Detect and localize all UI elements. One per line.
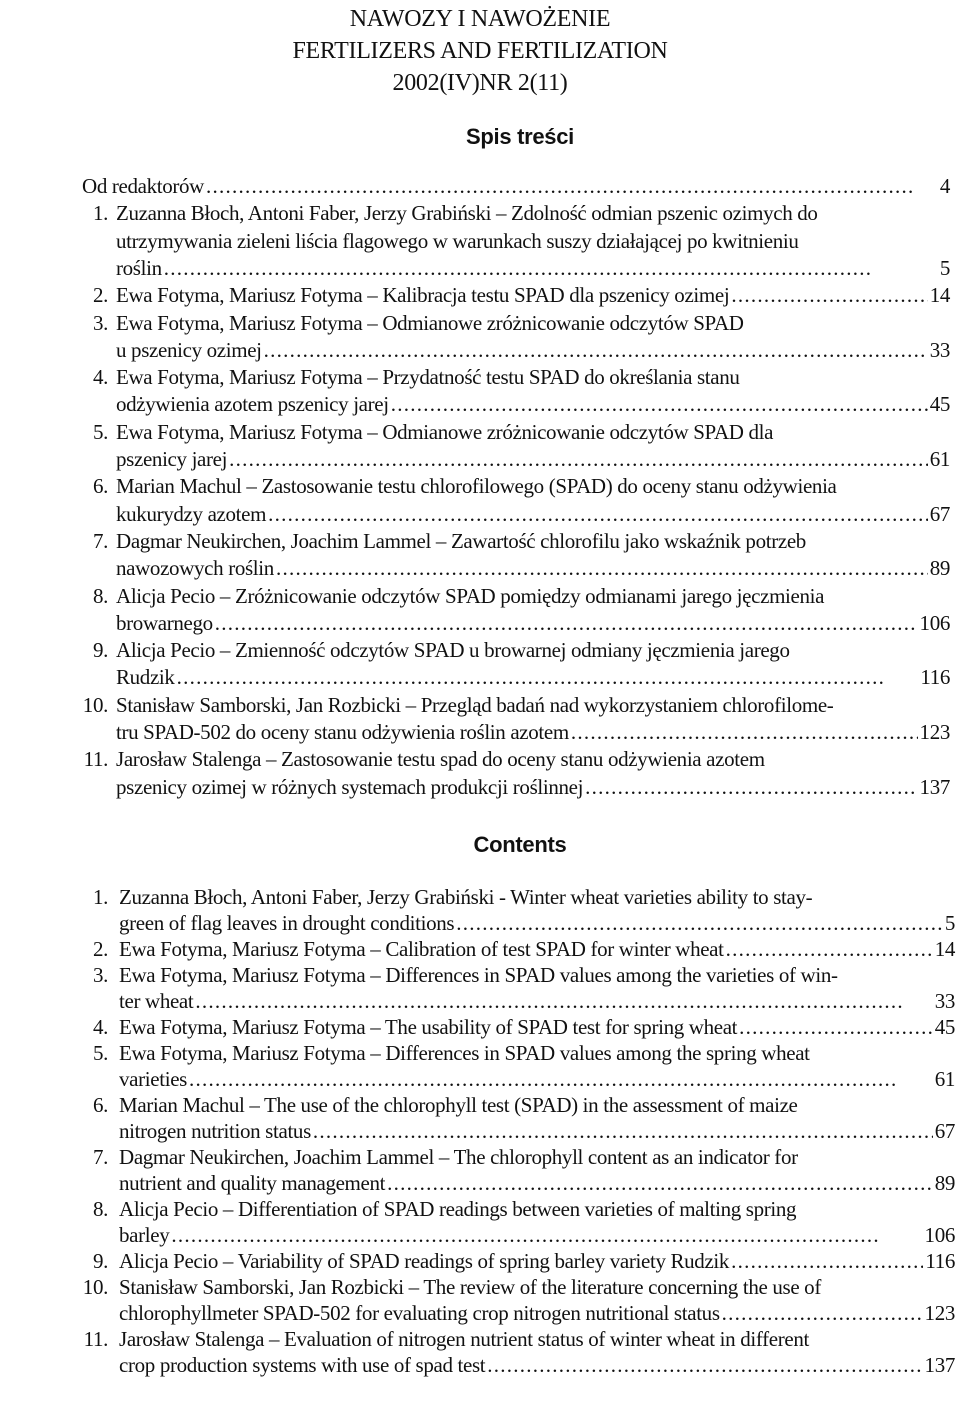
- toc-entry-last-line: [119, 1222, 955, 1248]
- toc-entry-text: Od redaktorów: [82, 174, 204, 198]
- toc-entry-line: [119, 1092, 955, 1118]
- journal-title-pl: NAWOZY I NAWOŻENIE: [349, 6, 611, 32]
- toc-entry-last-line: [119, 910, 955, 936]
- toc-entry-line: [119, 1326, 955, 1352]
- toc-entry-number: 1.: [92, 885, 108, 909]
- toc-entry-text: Dagmar Neukirchen, Joachim Lammel – The chlorophyll content as an indicator for: [119, 1145, 798, 1169]
- leader-dots: [189, 1066, 933, 1092]
- toc-entry-text: Alicja Pecio – Zmienność odczytów SPAD u browarnej odmiany jęczmienia jarego: [116, 638, 790, 663]
- toc-entry-last-line: [116, 446, 950, 472]
- toc-entry-last-line: [119, 1170, 955, 1196]
- toc-entry-line: [119, 962, 955, 988]
- toc-en-title: Contents: [473, 832, 567, 857]
- toc-entry-text: Jarosław Stalenga – Zastosowanie testu spad do oceny stanu odżywienia azotem: [116, 747, 765, 772]
- toc-intro-line: [82, 173, 950, 199]
- toc-page-number: 61: [929, 447, 950, 471]
- toc-entry-line: [116, 528, 950, 554]
- toc-entry-number: 7.: [92, 1145, 108, 1169]
- toc-entry-line: [116, 310, 950, 336]
- leader-dots: [722, 1300, 923, 1326]
- toc-entry-text: Alicja Pecio – Zróżnicowanie odczytów SPAD pomiędzy odmianami jarego jęczmienia: [116, 583, 825, 608]
- toc-entry-number: 2.: [92, 937, 108, 961]
- toc-entry-text: nutrient and quality management: [119, 1171, 386, 1195]
- toc-entry-text: Zuzanna Błoch, Antoni Faber, Jerzy Grabiński - Winter wheat varieties ability to stay-: [119, 885, 813, 909]
- toc-entry-line: [119, 1274, 955, 1300]
- toc-entry-line: [119, 1196, 955, 1222]
- leader-dots: [171, 1222, 922, 1248]
- toc-entry-number: 5.: [92, 419, 108, 444]
- toc-entry-text: nitrogen nutrition status: [119, 1119, 311, 1143]
- leader-dots: [731, 282, 927, 308]
- toc-entry-text: Marian Machul – Zastosowanie testu chlorofilowego (SPAD) do oceny stanu odżywienia: [116, 474, 837, 499]
- leader-dots: [164, 255, 938, 281]
- leader-dots: [571, 719, 918, 745]
- toc-entry-text: Ewa Fotyma, Mariusz Fotyma – Odmianowe zróżnicowanie odczytów SPAD: [116, 310, 744, 335]
- toc-entry-text: chlorophyllmeter SPAD-502 for evaluating crop nitrogen nutritional status: [119, 1301, 720, 1325]
- leader-dots: [487, 1352, 922, 1378]
- toc-entry-number: 6.: [92, 474, 108, 499]
- toc-entry-text: ter wheat: [119, 989, 194, 1013]
- leader-dots: [195, 988, 932, 1014]
- toc-page-number: 116: [925, 1249, 955, 1273]
- toc-entry-last-line: [119, 936, 955, 962]
- leader-dots: [229, 446, 928, 472]
- toc-pl-title: Spis treści: [466, 124, 574, 149]
- toc-entry-number: 8.: [92, 1197, 108, 1221]
- toc-entry-last-line: [119, 1066, 955, 1092]
- leader-dots: [313, 1118, 933, 1144]
- toc-entry-text: Stanisław Samborski, Jan Rozbicki – The review of the literature concerning the use of: [119, 1275, 821, 1299]
- toc-entry-last-line: [119, 1118, 955, 1144]
- leader-dots: [391, 391, 928, 417]
- toc-entry-last-line: [119, 988, 955, 1014]
- toc-entry-last-line: [116, 555, 950, 581]
- toc-page-number: 67: [934, 1119, 955, 1143]
- leader-dots: [264, 337, 928, 363]
- toc-entry-number: 10.: [82, 692, 108, 717]
- toc-entry-last-line: [116, 664, 950, 690]
- toc-page-number: 123: [919, 720, 950, 744]
- toc-entry-last-line: [116, 719, 950, 745]
- toc-entry-last-line: [116, 610, 950, 636]
- toc-entry-text: pszenicy jarej: [116, 447, 228, 471]
- toc-entry-number: 3.: [92, 310, 108, 335]
- leader-dots: [726, 936, 933, 962]
- toc-page-number: 123: [924, 1301, 955, 1325]
- toc-entry-line: [119, 884, 955, 910]
- toc-entry-text: kukurydzy azotem: [116, 501, 267, 526]
- toc-page-number: 33: [929, 337, 950, 362]
- toc-page-number: 5: [939, 255, 950, 280]
- toc-entry-last-line: [119, 1014, 955, 1040]
- toc-entry-text: Marian Machul – The use of the chlorophyll test (SPAD) in the assessment of maize: [119, 1093, 798, 1117]
- toc-entry-text: Ewa Fotyma, Mariusz Fotyma – Differences in SPAD values among the spring wheat: [119, 1041, 810, 1065]
- toc-page-number: 89: [934, 1171, 955, 1195]
- toc-entry-number: 11.: [83, 1327, 108, 1351]
- leader-dots: [206, 173, 938, 199]
- toc-entry-text: Ewa Fotyma, Mariusz Fotyma – The usability of SPAD test for spring wheat: [119, 1015, 738, 1039]
- toc-entry-text: Stanisław Samborski, Jan Rozbicki – Przegląd badań nad wykorzystaniem chlorofilome-: [116, 692, 834, 717]
- toc-page-number: 137: [919, 774, 950, 799]
- toc-page-number: 45: [929, 392, 950, 417]
- toc-entry-number: 1.: [92, 201, 108, 226]
- toc-entry-number: 9.: [92, 638, 108, 663]
- toc-entry-last-line: [119, 1248, 955, 1274]
- toc-entry-text: utrzymywania zieleni liścia flagowego w warunkach suszy działającej po kwitnieniu: [116, 228, 799, 253]
- toc-entry-text: crop production systems with use of spad test: [119, 1353, 486, 1377]
- toc-entry-number: 3.: [92, 963, 108, 987]
- toc-page-number: 45: [934, 1015, 955, 1039]
- toc-entry-line: [116, 583, 950, 609]
- toc-entry-number: 6.: [92, 1093, 108, 1117]
- toc-entry-text: barley: [119, 1223, 170, 1247]
- issue-number: 2002(IV)NR 2(11): [392, 70, 568, 96]
- toc-page-number: 33: [934, 989, 955, 1013]
- toc-page-number: 61: [934, 1067, 955, 1091]
- toc-page-number: 116: [920, 665, 950, 690]
- toc-entry-line: [116, 200, 950, 226]
- toc-entry-number: 4.: [92, 365, 108, 390]
- toc-entry-line: [116, 473, 950, 499]
- toc-page-number: 137: [924, 1353, 955, 1377]
- toc-entry-text: green of flag leaves in drought conditions: [119, 911, 455, 935]
- toc-entry-line: [116, 419, 950, 445]
- toc-entry-text: Ewa Fotyma, Mariusz Fotyma – Differences in SPAD values among the varieties of win-: [119, 963, 838, 987]
- toc-entry-number: 4.: [92, 1015, 108, 1039]
- toc-entry-number: 8.: [92, 583, 108, 608]
- journal-title-en: FERTILIZERS AND FERTILIZATION: [292, 38, 668, 64]
- toc-entry-number: 9.: [92, 1249, 108, 1273]
- toc-entry-line: [116, 637, 950, 663]
- toc-entry-text: Dagmar Neukirchen, Joachim Lammel – Zawartość chlorofilu jako wskaźnik potrzeb: [116, 528, 806, 553]
- leader-dots: [215, 610, 918, 636]
- toc-entry-last-line: [116, 391, 950, 417]
- toc-entry-number: 7.: [92, 528, 108, 553]
- toc-page-number: 89: [929, 556, 950, 581]
- toc-entry-last-line: [119, 1300, 955, 1326]
- toc-entry-line: [119, 1144, 955, 1170]
- toc-entry-number: 5.: [92, 1041, 108, 1065]
- toc-page-number: 14: [929, 283, 950, 308]
- toc-entry-text: roślin: [116, 255, 162, 280]
- toc-entry-text: nawozowych roślin: [116, 556, 274, 581]
- leader-dots: [268, 501, 928, 527]
- toc-entry-text: odżywienia azotem pszenicy jarej: [116, 392, 389, 417]
- toc-entry-last-line: [116, 337, 950, 363]
- toc-entry-last-line: [116, 282, 950, 308]
- toc-entry-line: [116, 228, 950, 254]
- toc-page-number: 4: [939, 174, 950, 198]
- toc-entry-line: [119, 1040, 955, 1066]
- toc-entry-line: [116, 746, 950, 772]
- leader-dots: [456, 910, 943, 936]
- toc-entry-text: Zuzanna Błoch, Antoni Faber, Jerzy Grabiński – Zdolność odmian pszenic ozimych do: [116, 201, 818, 226]
- toc-page-number: 106: [919, 610, 950, 635]
- toc-entry-text: Alicja Pecio – Differentiation of SPAD readings between varieties of malting spring: [119, 1197, 797, 1221]
- toc-entry-number: 10.: [82, 1275, 108, 1299]
- toc-page-number: 14: [934, 937, 955, 961]
- toc-entry-text: Jarosław Stalenga – Evaluation of nitrogen nutrient status of winter wheat in different: [119, 1327, 809, 1351]
- toc-entry-text: Ewa Fotyma, Mariusz Fotyma – Calibration of test SPAD for winter wheat: [119, 937, 724, 961]
- toc-page-number: 106: [924, 1223, 955, 1247]
- toc-entry-text: Ewa Fotyma, Mariusz Fotyma – Odmianowe zróżnicowanie odczytów SPAD dla: [116, 419, 774, 444]
- toc-entry-text: Ewa Fotyma, Mariusz Fotyma – Kalibracja testu SPAD dla pszenicy ozimej: [116, 283, 730, 308]
- leader-dots: [585, 774, 917, 800]
- toc-entry-text: tru SPAD-502 do oceny stanu odżywienia roślin azotem: [116, 720, 569, 744]
- toc-entry-last-line: [116, 774, 950, 800]
- leader-dots: [387, 1170, 933, 1196]
- leader-dots: [177, 664, 919, 690]
- toc-entry-last-line: [116, 501, 950, 527]
- toc-entry-line: [116, 692, 950, 718]
- toc-entry-text: Ewa Fotyma, Mariusz Fotyma – Przydatność testu SPAD do określania stanu: [116, 365, 740, 390]
- leader-dots: [739, 1014, 933, 1040]
- toc-entry-line: [116, 364, 950, 390]
- toc-page-number: 67: [929, 501, 950, 526]
- toc-entry-text: pszenicy ozimej w różnych systemach produkcji roślinnej: [116, 774, 584, 799]
- leader-dots: [276, 555, 928, 581]
- toc-entry-text: browarnego: [116, 610, 213, 635]
- toc-entry-last-line: [119, 1352, 955, 1378]
- leader-dots: [731, 1248, 923, 1274]
- toc-page-number: 5: [944, 911, 955, 935]
- toc-entry-text: Alicja Pecio – Variability of SPAD readings of spring barley variety Rudzik: [119, 1249, 730, 1273]
- toc-entry-text: varieties: [119, 1067, 187, 1091]
- toc-entry-number: 11.: [83, 747, 108, 772]
- toc-entry-last-line: [116, 255, 950, 281]
- toc-entry-text: Rudzik: [116, 665, 175, 690]
- toc-entry-number: 2.: [92, 283, 108, 308]
- toc-entry-text: u pszenicy ozimej: [116, 337, 262, 362]
